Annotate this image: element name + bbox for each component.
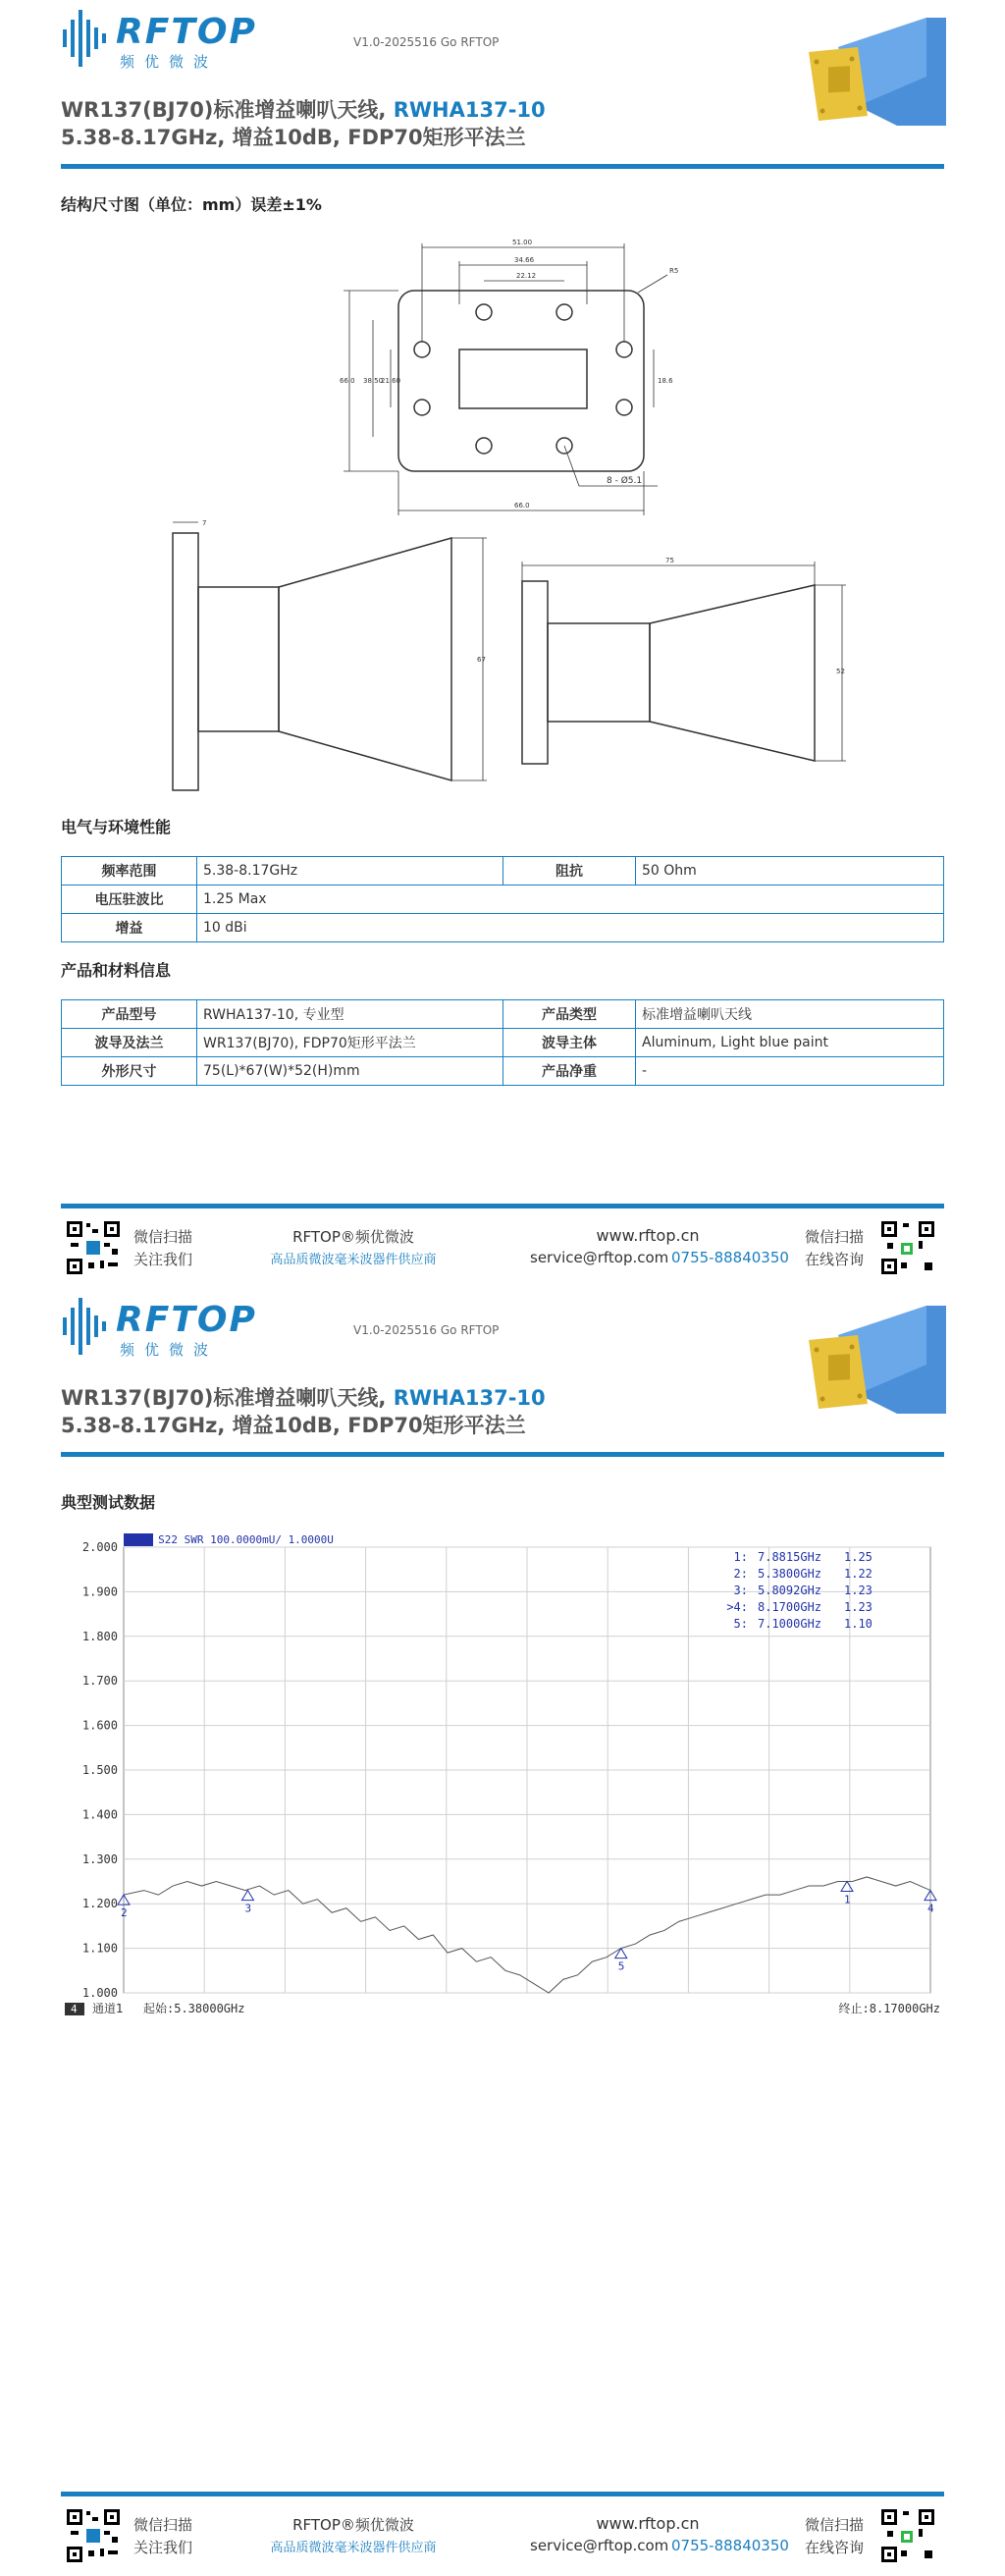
- marker-label: 1: [844, 1893, 851, 1906]
- marker-label: 4: [927, 1902, 934, 1915]
- footer-phone: 0755-88840350: [671, 1249, 789, 1266]
- dim-second-span: 34.66: [514, 256, 535, 264]
- footer-brand: RFTOP®频优微波: [292, 2516, 414, 2534]
- channel-label: 通道1: [92, 2002, 124, 2015]
- table-row: 产品型号 RWHA137-10, 专业型 产品类型 标准增益喇叭天线: [62, 1000, 944, 1029]
- marker-readout-freq: 8.1700GHz: [758, 1600, 822, 1614]
- dim-corner-radius: R5: [669, 267, 679, 275]
- material-table: [61, 999, 944, 1086]
- marker-readout-value: 1.22: [844, 1567, 873, 1581]
- version-label: V1.0-2025516 Go RFTOP: [353, 35, 500, 49]
- dim-side-height: 67: [477, 656, 486, 664]
- material-section-title: 产品和材料信息: [61, 961, 172, 980]
- logo-wave-icon: [61, 1290, 116, 1359]
- dim-right-small: 18.6: [658, 377, 673, 385]
- footer-website[interactable]: www.rftop.cn: [596, 2514, 700, 2533]
- marker-readout-freq: 5.8092GHz: [758, 1583, 822, 1597]
- marker-readout-value: 1.23: [844, 1600, 873, 1614]
- footer-divider: [61, 2492, 944, 2496]
- header-divider: [61, 164, 944, 169]
- marker-readout-freq: 7.8815GHz: [758, 1550, 822, 1564]
- table-row: 外形尺寸 75(L)*67(W)*52(H)mm 产品净重 -: [62, 1057, 944, 1086]
- footer-tagline: 高品质微波毫米波器件供应商: [270, 1253, 437, 1267]
- horn-antenna-image: [799, 1296, 946, 1414]
- footer-wechat-left-2: 关注我们: [133, 2539, 193, 2556]
- y-tick-label: 2.000: [81, 1540, 118, 1554]
- dim-side-height-2: 52: [836, 668, 845, 675]
- chart-title: Tr 4 S22 SWR 100.0000mU/ 1.0000U: [126, 1533, 334, 1546]
- horn-antenna-image: [799, 8, 946, 126]
- footer-website[interactable]: www.rftop.cn: [596, 1226, 700, 1245]
- logo-text: RFTOP: [116, 1300, 257, 1340]
- header-divider: [61, 1452, 944, 1457]
- dim-hole-note: 8 - Ø5.1: [607, 476, 643, 486]
- product-title: WR137(BJ70)标准增益喇叭天线, RWHA137-10: [61, 1386, 546, 1410]
- y-tick-label: 1.900: [81, 1584, 118, 1599]
- marker-readout-id: 3:: [733, 1583, 748, 1597]
- footer-wechat-left-1: 微信扫描: [133, 2516, 193, 2534]
- marker-label: 5: [617, 1959, 625, 1973]
- marker-readout-id: >4:: [726, 1600, 748, 1614]
- test-section-title: 典型测试数据: [61, 1493, 156, 1512]
- table-row: 频率范围 5.38-8.17GHz 阻抗 50 Ohm: [62, 857, 944, 886]
- product-title: WR137(BJ70)标准增益喇叭天线, RWHA137-10: [61, 98, 546, 122]
- qr-code-follow[interactable]: [65, 1219, 122, 1276]
- electrical-section-title: 电气与环境性能: [61, 818, 172, 836]
- footer-email[interactable]: service@rftop.com: [530, 2537, 669, 2554]
- drawing-section-title: 结构尺寸图（单位：mm）误差±1%: [61, 195, 322, 214]
- marker-readout-id: 1:: [733, 1550, 748, 1564]
- y-tick-label: 1.800: [81, 1629, 118, 1643]
- footer-divider: [61, 1204, 944, 1208]
- y-tick-label: 1.700: [81, 1674, 118, 1689]
- dim-inner-span: 22.12: [516, 272, 537, 280]
- dim-top-span: 51.00: [512, 239, 533, 246]
- marker-label: 2: [121, 1906, 128, 1920]
- qr-code-consult[interactable]: [879, 2507, 936, 2564]
- table-row: 增益 10 dBi: [62, 914, 944, 942]
- logo-subtext: 频优微波: [120, 53, 219, 71]
- product-subtitle: 5.38-8.17GHz, 增益10dB, FDP70矩形平法兰: [61, 126, 526, 149]
- dim-flange-thickness: 7: [202, 519, 207, 527]
- electrical-table: [61, 856, 944, 942]
- footer-tagline: 高品质微波毫米波器件供应商: [270, 2541, 437, 2555]
- footer-wechat-right-1: 微信扫描: [805, 2516, 865, 2534]
- logo-subtext: 频优微波: [120, 1341, 219, 1359]
- rftop-logo[interactable]: [61, 1290, 267, 1359]
- footer-wechat-left-1: 微信扫描: [133, 1228, 193, 1246]
- dim-left-inner: 21.60: [381, 377, 401, 385]
- y-tick-label: 1.400: [81, 1807, 118, 1822]
- y-tick-label: 1.000: [81, 1986, 118, 2000]
- version-label: V1.0-2025516 Go RFTOP: [353, 1323, 500, 1337]
- marker-label: 3: [244, 1902, 252, 1915]
- logo-text: RFTOP: [116, 12, 257, 52]
- dimension-drawing: [147, 236, 893, 800]
- marker-readout-value: 1.10: [844, 1617, 873, 1631]
- footer-brand: RFTOP®频优微波: [292, 1228, 414, 1246]
- footer-email[interactable]: service@rftop.com: [530, 1249, 669, 1266]
- footer-phone: 0755-88840350: [671, 2537, 789, 2554]
- marker-readout-id: 5:: [733, 1617, 748, 1631]
- y-tick-label: 1.200: [81, 1897, 118, 1911]
- rftop-logo[interactable]: [61, 2, 267, 71]
- marker-readout-freq: 7.1000GHz: [758, 1617, 822, 1631]
- table-row: 波导及法兰 WR137(BJ70), FDP70矩形平法兰 波导主体 Aluminum, Light blue paint: [62, 1029, 944, 1057]
- y-tick-label: 1.600: [81, 1718, 118, 1733]
- x-stop-label: 终止:8.17000GHz: [838, 2002, 940, 2015]
- marker-readout-value: 1.25: [844, 1550, 873, 1564]
- vswr-chart: [61, 1531, 944, 2032]
- dim-top-length: 75: [665, 557, 674, 564]
- dim-left-mid: 38.50: [363, 377, 384, 385]
- qr-code-consult[interactable]: [879, 1219, 936, 1276]
- qr-code-follow[interactable]: [65, 2507, 122, 2564]
- y-tick-label: 1.300: [81, 1852, 118, 1866]
- y-tick-label: 1.100: [81, 1941, 118, 1956]
- product-subtitle: 5.38-8.17GHz, 增益10dB, FDP70矩形平法兰: [61, 1414, 526, 1437]
- marker-readout-freq: 5.3800GHz: [758, 1567, 822, 1581]
- footer-wechat-right-1: 微信扫描: [805, 1228, 865, 1246]
- dim-bottom-width: 66.0: [514, 502, 530, 510]
- trace-number: 4: [71, 2003, 78, 2015]
- footer-wechat-right-2: 在线咨询: [805, 2539, 865, 2556]
- marker-readout-value: 1.23: [844, 1583, 873, 1597]
- marker-readout-id: 2:: [733, 1567, 748, 1581]
- x-start-label: 起始:5.38000GHz: [143, 2002, 245, 2015]
- footer-wechat-left-2: 关注我们: [133, 1251, 193, 1268]
- footer-wechat-right-2: 在线咨询: [805, 1251, 865, 1268]
- table-row: 电压驻波比 1.25 Max: [62, 886, 944, 914]
- y-tick-label: 1.500: [81, 1763, 118, 1777]
- dim-left-outer: 66.0: [340, 377, 355, 385]
- logo-wave-icon: [61, 2, 116, 71]
